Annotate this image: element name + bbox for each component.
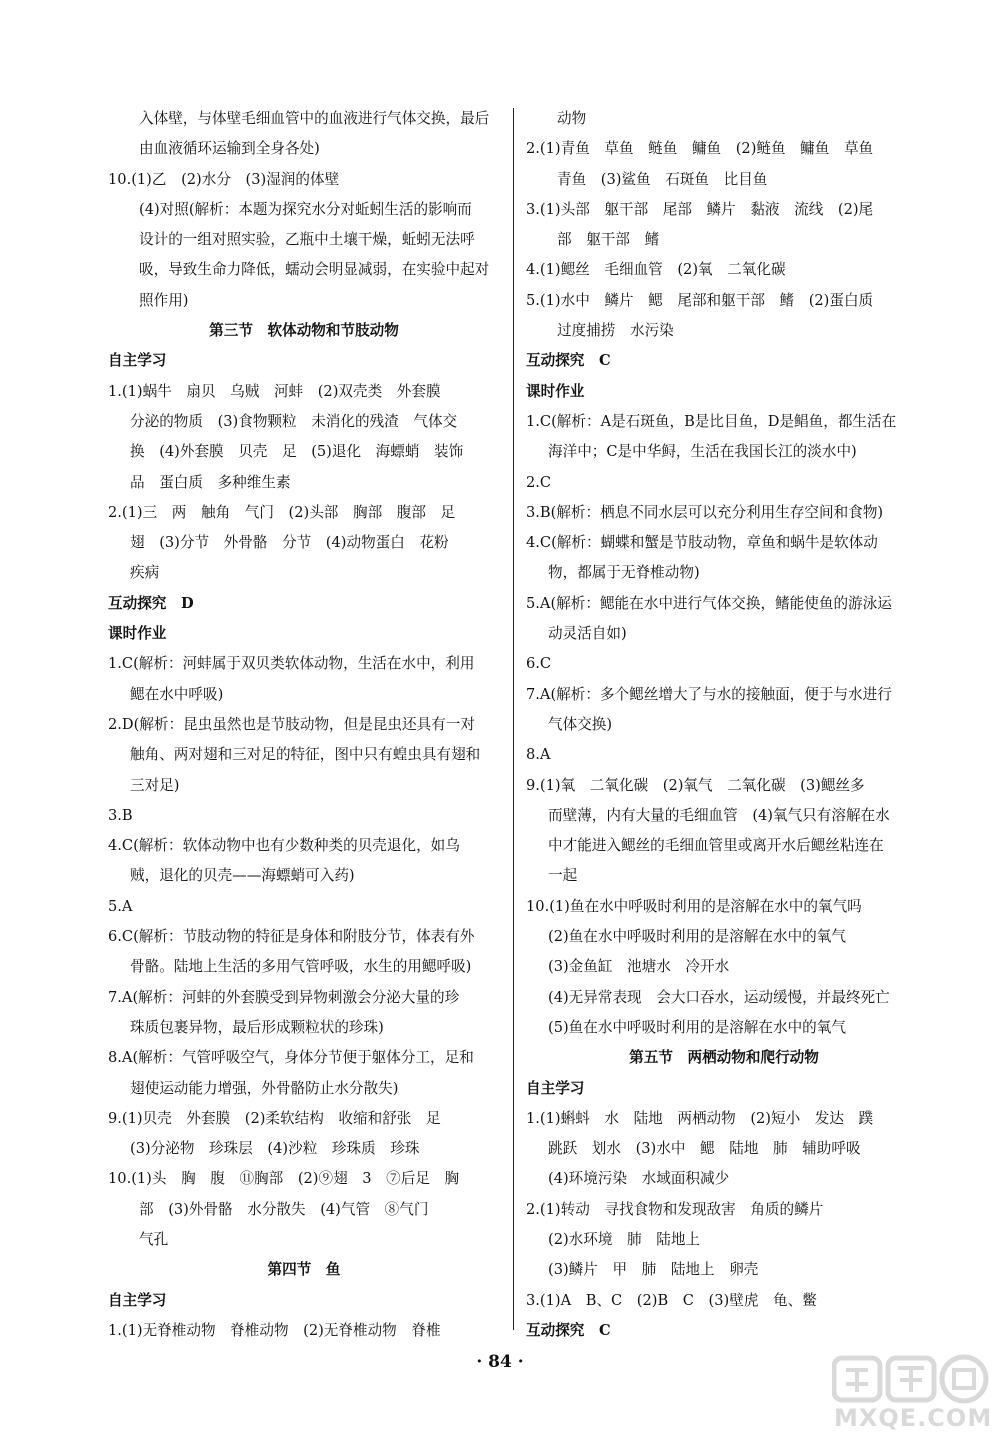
subsection-heading: 互动探究 C [526,1321,611,1339]
watermark-site: MXQE.COM [834,1404,993,1432]
subsection-heading: 自主学习 [108,352,167,370]
right-text-line: 3.(1)A B、C (2)B C (3)壁虎 龟、鳖 [526,1291,817,1309]
right-text-line: 中才能进入鳃丝的毛细血管里或离开水后鳃丝粘连在 [548,837,884,855]
left-text-line: 1.(1)蜗牛 扇贝 乌贼 河蚌 (2)双壳类 外套膜 [108,382,441,400]
left-text-line: 8.A(解析：气管呼吸空气，身体分节便于躯体分工，足和 [108,1049,474,1067]
left-text-line: 三对足) [130,776,180,794]
left-text-line: 6.C(解析：节肢动物的特征是身体和附肢分节，体表有外 [108,928,475,946]
right-text-line: 动灵活自如) [548,625,627,643]
left-text-line: 设计的一组对照实验，乙瓶中土壤干燥，蚯蚓无法呼 [139,231,475,249]
right-text-line: (2)水环境 肺 陆地上 [548,1230,701,1248]
left-text-line: 10.(1)头 胸 腹 ⑪胸部 (2)⑨翅 3 ⑦后足 胸 [108,1170,460,1188]
subsection-heading: 课时作业 [108,625,167,643]
column-divider [513,108,514,1330]
left-text-line: 照作用) [139,291,189,309]
left-text-line: 由血液循环运输到全身各处) [139,140,320,158]
left-text-line: 2.D(解析：昆虫虽然也是节肢动物，但是昆虫还具有一对 [108,715,475,733]
right-text-line: 部 躯干部 鳍 [557,231,660,249]
left-text-line: 4.C(解析：软体动物中也有少数种类的贝壳退化，如乌 [108,837,460,855]
right-text-line: 1.(1)蝌蚪 水 陆地 两栖动物 (2)短小 发达 蹼 [526,1109,874,1127]
right-text-line: 气体交换) [548,715,613,733]
right-text-line: 海洋中；C是中华鲟，生活在我国长江的淡水中) [548,443,857,461]
left-text-line: 翅使运动能力增强，外骨骼防止水分散失) [130,1079,399,1097]
right-text-line: (4)无异常表现 会大口吞水，运动缓慢，并最终死亡 [548,988,890,1006]
subsection-heading: 自主学习 [526,1079,585,1097]
right-text-line: 2.(1)转动 寻找食物和发现敌害 角质的鳞片 [526,1200,824,1218]
right-text-line: 5.(1)水中 鳞片 鳃 尾部和躯干部 鳍 (2)蛋白质 [526,291,874,309]
left-text-line: 珠质包裹异物，最后形成颗粒状的珍珠) [130,1018,384,1036]
left-column [108,104,500,1346]
left-text-line: 吸，导致生命力降低，蠕动会明显减弱，在实验中起对 [139,261,490,279]
left-text-line: 7.A(解析：河蚌的外套膜受到异物刺激会分泌大量的珍 [108,988,460,1006]
left-text-line: 5.A [108,897,133,915]
watermark-logo [832,1354,992,1404]
right-text-line: 1.C(解析：A是石斑鱼，B是比目鱼，D是鲳鱼，都生活在 [526,412,897,430]
right-column [526,104,922,1346]
left-text-line: 1.(1)无脊椎动物 脊椎动物 (2)无脊椎动物 脊椎 [108,1321,441,1339]
right-text-line: 4.(1)鳃丝 毛细血管 (2)氧 二氧化碳 [526,261,786,279]
right-text-line: 物，都属于无脊椎动物) [548,564,700,582]
left-text-line: 触角、两对翅和三对足的特征，图中只有蝗虫具有翅和 [130,746,481,764]
left-text-line: 3.B [108,806,133,824]
left-text-line: 翅 (3)分节 外骨骼 分节 (4)动物蛋白 花粉 [130,534,449,552]
right-text-line: 过度捕捞 水污染 [557,322,674,340]
left-text-line: 入体壁，与体壁毛细血管中的血液进行气体交换，最后 [139,110,490,127]
subsection-heading: 自主学习 [108,1291,167,1309]
left-text-line: 品 蛋白质 多种维生素 [130,473,291,491]
left-text-line: 鳃在水中呼吸) [130,685,224,703]
section-title: 第五节 两栖动物和爬行动物 [629,1049,819,1067]
left-text-line: 气孔 [139,1230,169,1248]
right-text-line: 8.A [526,746,551,764]
right-text-line: 而壁薄，内有大量的毛细血管 (4)氧气只有溶解在水 [548,806,890,824]
right-text-line: (5)鱼在水中呼吸时利用的是溶解在水中的氧气 [548,1018,846,1036]
right-text-line: 3.(1)头部 躯干部 尾部 鳞片 黏液 流线 (2)尾 [526,200,874,218]
right-text-line: 9.(1)氧 二氧化碳 (2)氧气 二氧化碳 (3)鳃丝多 [526,776,865,794]
left-text-line: (3)分泌物 珍珠层 (4)沙粒 珍珠质 珍珠 [130,1140,420,1158]
right-text-line: 5.A(解析：鳃能在水中进行气体交换，鳍能使鱼的游泳运 [526,594,892,612]
right-text-line: 青鱼 (3)鲨鱼 石斑鱼 比目鱼 [557,170,768,188]
right-text-line: (2)鱼在水中呼吸时利用的是溶解在水中的氧气 [548,928,846,946]
right-text-line: 4.C(解析：蝴蝶和蟹是节肢动物，章鱼和蜗牛是软体动 [526,534,878,552]
right-text-line: 7.A(解析：多个鳃丝增大了与水的接触面，便于与水进行 [526,685,892,703]
right-text-line: 3.B(解析：栖息不同水层可以充分利用生存空间和食物) [526,503,884,521]
right-text-line: (4)环境污染 水域面积减少 [548,1170,730,1188]
right-text-line: 动物 [557,110,587,127]
subsection-heading: 互动探究 D [108,594,194,612]
right-text-line: 2.(1)青鱼 草鱼 鲢鱼 鳙鱼 (2)鲢鱼 鳙鱼 草鱼 [526,140,874,158]
left-text-line: 9.(1)贝壳 外套膜 (2)柔软结构 收缩和舒张 足 [108,1109,441,1127]
right-text-line: 2.C [526,473,552,491]
right-text-line: (3)鳞片 甲 肺 陆地上 卵壳 [548,1261,759,1279]
left-text-line: 换 (4)外套膜 贝壳 足 (5)退化 海螵蛸 装饰 [130,443,464,461]
right-text-line: (3)金鱼缸 池塘水 冷开水 [548,958,730,976]
right-text-line: 10.(1)鱼在水中呼吸时利用的是溶解在水中的氧气吗 [526,897,862,915]
left-text-line: (4)对照(解析：本题为探究水分对蚯蚓生活的影响而 [139,200,472,218]
left-text-line: 1.C(解析：河蚌属于双贝类软体动物，生活在水中，利用 [108,655,475,673]
right-text-line: 6.C [526,655,552,673]
section-title: 第三节 软体动物和节肢动物 [209,322,399,340]
left-text-line: 分泌的物质 (3)食物颗粒 未消化的残渣 气体交 [130,412,458,430]
right-text-line: 一起 [548,867,578,885]
left-text-line: 疾病 [130,564,160,582]
page-number: · 84 · [476,1352,524,1372]
subsection-heading: 互动探究 C [526,352,611,370]
watermark [832,1354,992,1438]
left-text-line: 骨骼。陆地上生活的多用气管呼吸，水生的用鳃呼吸) [130,958,472,976]
left-text-line: 部 (3)外骨骼 水分散失 (4)气管 ⑧气门 [139,1200,429,1218]
left-text-line: 贼，退化的贝壳——海螵蛸可入药) [130,867,355,885]
section-title: 第四节 鱼 [267,1261,341,1279]
right-text-line: 跳跃 划水 (3)水中 鳃 陆地 肺 辅助呼吸 [548,1140,861,1158]
left-text-line: 2.(1)三 两 触角 气门 (2)头部 胸部 腹部 足 [108,503,456,521]
subsection-heading: 课时作业 [526,382,585,400]
left-text-line: 10.(1)乙 (2)水分 (3)湿润的体壁 [108,170,340,188]
